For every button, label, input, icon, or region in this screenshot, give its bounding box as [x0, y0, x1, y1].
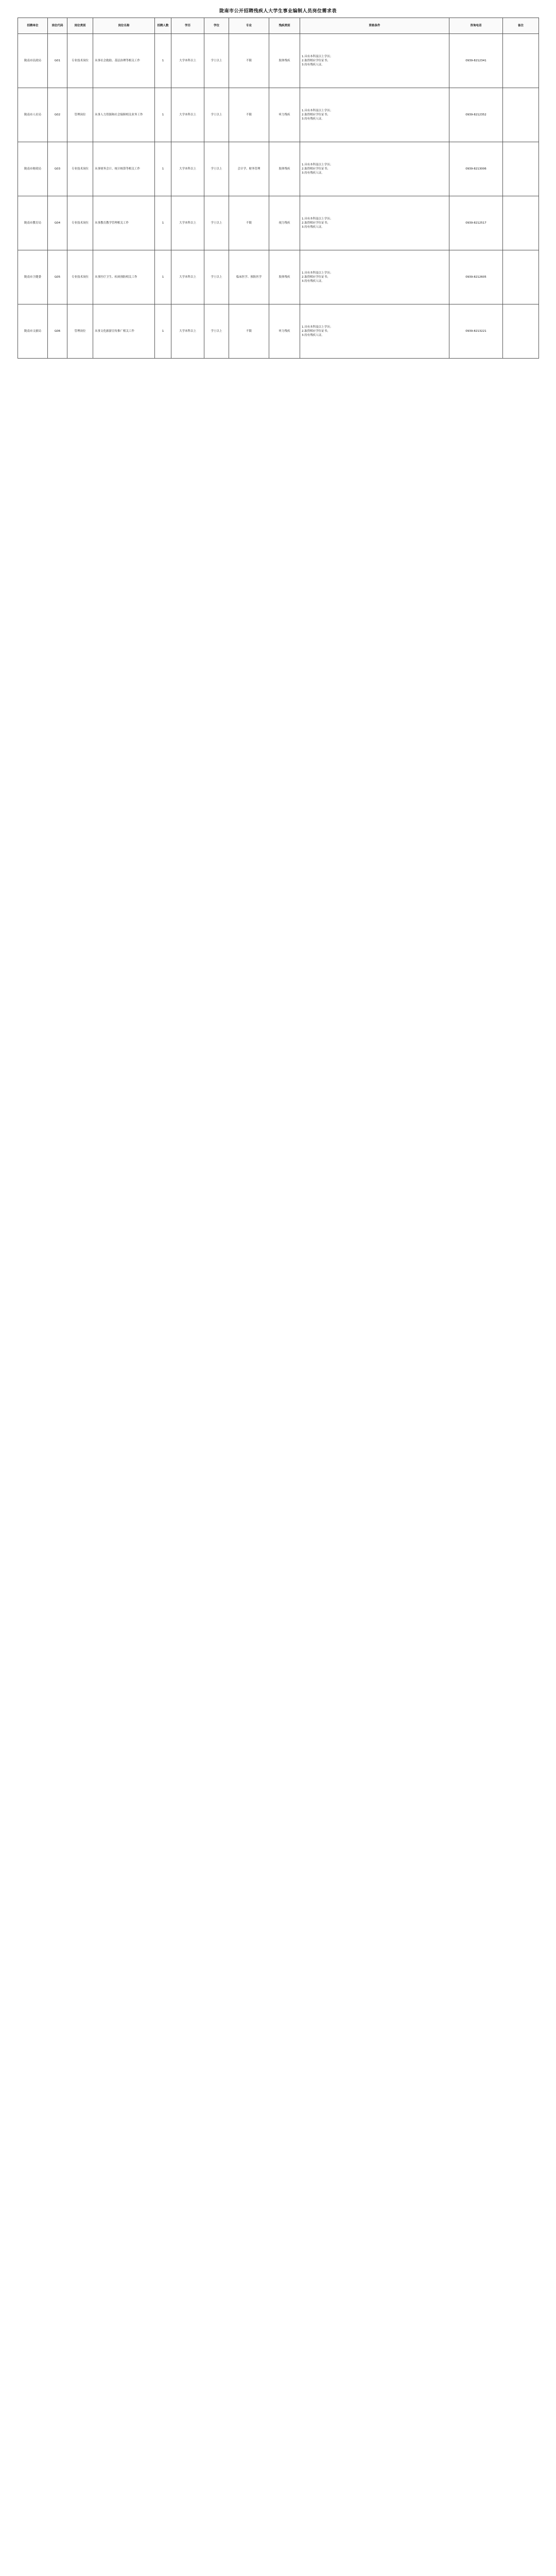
cell-education: 大学本科以上 [171, 34, 204, 88]
cell-code: G04 [48, 196, 67, 250]
table-header-row [18, 18, 539, 34]
cell-phone: 0939-8212352 [449, 88, 503, 142]
job-table [18, 18, 539, 359]
cell-degree: 学士以上 [204, 250, 229, 304]
cell-kind: 专业技术岗位 [67, 250, 93, 304]
cell-post: 从事财务会计、统计核算等相关工作 [93, 142, 155, 196]
header-number: 招聘人数 [155, 18, 171, 34]
cell-education: 大学本科以上 [171, 142, 204, 196]
cell-major: 临床医学、预防医学 [229, 250, 269, 304]
cell-major: 不限 [229, 304, 269, 359]
cell-education: 大学本科以上 [171, 304, 204, 359]
cell-major: 不限 [229, 34, 269, 88]
cell-degree: 学士以上 [204, 88, 229, 142]
cell-disability: 肢体残疾 [269, 34, 300, 88]
cell-post: 从事社会救助、基层治理等相关工作 [93, 34, 155, 88]
cell-degree: 学士以上 [204, 304, 229, 359]
cell-requirements: 1.具有本科及以上学历； 2.取得相应学位证书； 3.持有残疾人证。 [300, 196, 449, 250]
cell-disability: 肢体残疾 [269, 250, 300, 304]
cell-code: G01 [48, 34, 67, 88]
cell-kind: 管理岗位 [67, 304, 93, 359]
cell-unit: 陇南市人社局 [18, 88, 48, 142]
cell-kind: 专业技术岗位 [67, 34, 93, 88]
cell-number: 1 [155, 34, 171, 88]
cell-degree: 学士以上 [204, 142, 229, 196]
header-post: 岗位名称 [93, 18, 155, 34]
cell-requirements: 1.具有本科及以上学历； 2.取得相应学位证书； 3.持有残疾人证。 [300, 142, 449, 196]
document-title: 陇南市公开招聘残疾人大学生事业编制人员岗位需求表 [219, 9, 337, 14]
table-row [18, 250, 539, 304]
cell-major: 不限 [229, 88, 269, 142]
cell-code: G06 [48, 304, 67, 359]
cell-disability: 肢体残疾 [269, 142, 300, 196]
cell-phone: 0939-8212605 [449, 250, 503, 304]
cell-code: G02 [48, 88, 67, 142]
header-phone: 咨询电话 [449, 18, 503, 34]
cell-note [503, 142, 539, 196]
cell-requirements: 1.具有本科及以上学历； 2.取得相应学位证书； 3.持有残疾人证。 [300, 88, 449, 142]
cell-unit: 陇南市民政局 [18, 34, 48, 88]
cell-number: 1 [155, 250, 171, 304]
cell-kind: 管理岗位 [67, 88, 93, 142]
cell-kind: 专业技术岗位 [67, 142, 93, 196]
table-row [18, 88, 539, 142]
cell-education: 大学本科以上 [171, 196, 204, 250]
cell-disability: 视力残疾 [269, 196, 300, 250]
cell-unit: 陇南市教育局 [18, 196, 48, 250]
header-major: 专业 [229, 18, 269, 34]
cell-education: 大学本科以上 [171, 250, 204, 304]
cell-number: 1 [155, 304, 171, 359]
cell-unit: 陇南市文旅局 [18, 304, 48, 359]
cell-education: 大学本科以上 [171, 88, 204, 142]
cell-post: 从事教育教学管理相关工作 [93, 196, 155, 250]
table-row [18, 142, 539, 196]
cell-disability: 听力残疾 [269, 88, 300, 142]
cell-unit: 陇南市卫健委 [18, 250, 48, 304]
cell-number: 1 [155, 88, 171, 142]
cell-unit: 陇南市财政局 [18, 142, 48, 196]
cell-degree: 学士以上 [204, 34, 229, 88]
cell-note [503, 196, 539, 250]
header-kind: 岗位类别 [67, 18, 93, 34]
header-disability: 残疾类别 [269, 18, 300, 34]
header-code: 岗位代码 [48, 18, 67, 34]
cell-requirements: 1.具有本科及以上学历； 2.取得相应学位证书； 3.持有残疾人证。 [300, 250, 449, 304]
header-unit: 招聘单位 [18, 18, 48, 34]
header-requirements: 资格条件 [300, 18, 449, 34]
cell-degree: 学士以上 [204, 196, 229, 250]
cell-kind: 专业技术岗位 [67, 196, 93, 250]
cell-code: G05 [48, 250, 67, 304]
cell-major: 不限 [229, 196, 269, 250]
cell-note [503, 88, 539, 142]
cell-phone: 0939-8213006 [449, 142, 503, 196]
table-row [18, 304, 539, 359]
cell-post: 从事文化旅游宣传推广相关工作 [93, 304, 155, 359]
table-row [18, 196, 539, 250]
cell-number: 1 [155, 142, 171, 196]
cell-phone: 0939-8212341 [449, 34, 503, 88]
cell-note [503, 250, 539, 304]
cell-major: 会计学、财务管理 [229, 142, 269, 196]
cell-note [503, 304, 539, 359]
cell-note [503, 34, 539, 88]
cell-post: 从事人力资源和社会保障相关业务工作 [93, 88, 155, 142]
header-note: 备注 [503, 18, 539, 34]
header-degree: 学位 [204, 18, 229, 34]
cell-post: 从事医疗卫生、疾病预防相关工作 [93, 250, 155, 304]
header-education: 学历 [171, 18, 204, 34]
cell-requirements: 1.具有本科及以上学历； 2.取得相应学位证书； 3.持有残疾人证。 [300, 304, 449, 359]
cell-phone: 0939-8212517 [449, 196, 503, 250]
cell-disability: 听力残疾 [269, 304, 300, 359]
cell-requirements: 1.具有本科及以上学历； 2.取得相应学位证书； 3.持有残疾人证。 [300, 34, 449, 88]
table-row [18, 34, 539, 88]
cell-number: 1 [155, 196, 171, 250]
cell-phone: 0939-8213221 [449, 304, 503, 359]
cell-code: G03 [48, 142, 67, 196]
